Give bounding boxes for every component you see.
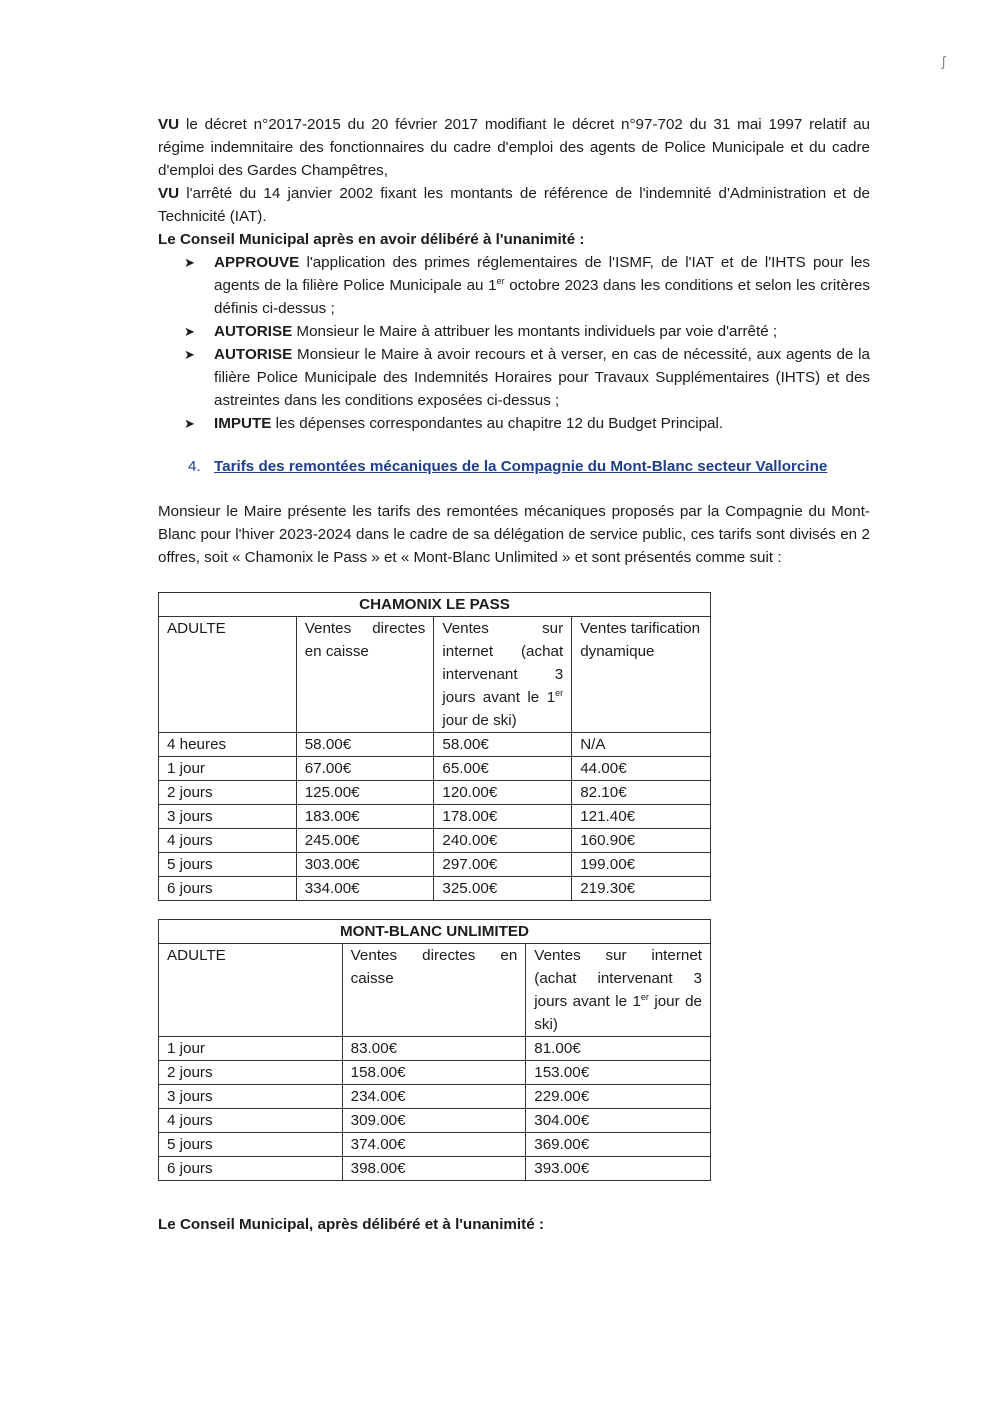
column-header: ADULTE xyxy=(159,944,343,1037)
table-row xyxy=(159,805,711,829)
arrow-bullet-icon: ➤ xyxy=(184,255,195,270)
decision-text: Monsieur le Maire à avoir recours et à verser, en cas de nécessité, aux agents de la filière Police Municipale des Indemnités Horaires pour Travaux Supplémentaires (IHTS) et des astreintes dans les conditions exposées ci-dessus ; xyxy=(214,346,870,409)
decision-list xyxy=(158,251,870,435)
table-row xyxy=(159,853,711,877)
column-header-text: jour de ski) xyxy=(534,993,702,1033)
table-cell: 1 jour xyxy=(159,757,297,781)
column-header-text: Ventes sur internet (achat intervenant 3 jours avant le 1 xyxy=(442,620,564,706)
table-cell: 303.00€ xyxy=(296,853,434,877)
decision-verb: IMPUTE xyxy=(214,415,272,432)
table-cell: 81.00€ xyxy=(526,1037,711,1061)
table-cell: 3 jours xyxy=(159,805,297,829)
table-cell: 297.00€ xyxy=(434,853,572,877)
table-cell: 2 jours xyxy=(159,781,297,805)
decision-verb: AUTORISE xyxy=(214,346,293,363)
paragraph-vu-arrete xyxy=(158,182,870,228)
table-cell: 83.00€ xyxy=(342,1037,526,1061)
table-cell: 199.00€ xyxy=(572,853,711,877)
vu-lead: VU xyxy=(158,116,180,133)
table-cell: 234.00€ xyxy=(342,1085,526,1109)
table-cell: 1 jour xyxy=(159,1037,343,1061)
table-cell: 325.00€ xyxy=(434,877,572,901)
list-item xyxy=(158,251,870,320)
table-cell: 6 jours xyxy=(159,877,297,901)
table-cell: 44.00€ xyxy=(572,757,711,781)
table-cell: 183.00€ xyxy=(296,805,434,829)
superscript: er xyxy=(640,991,649,1002)
table-cell: 219.30€ xyxy=(572,877,711,901)
table-cell: 369.00€ xyxy=(526,1133,711,1157)
vu-text: l'arrêté du 14 janvier 2002 fixant les montants de référence de l'indemnité d'Administration et de Technicité (IAT). xyxy=(158,185,870,225)
arrow-bullet-icon: ➤ xyxy=(184,324,195,339)
table-chamonix-le-pass xyxy=(158,592,711,901)
table-row xyxy=(159,781,711,805)
table-cell: 4 jours xyxy=(159,829,297,853)
decision-text: octobre 2023 dans les conditions et selon les critères définis ci-dessus ; xyxy=(214,277,870,317)
table-cell: 160.90€ xyxy=(572,829,711,853)
table-cell: 58.00€ xyxy=(434,733,572,757)
section-title: Tarifs des remontées mécaniques de la Compagnie du Mont-Blanc secteur Vallorcine xyxy=(214,458,828,475)
table-cell: 58.00€ xyxy=(296,733,434,757)
table-row xyxy=(159,733,711,757)
table-row xyxy=(159,1109,711,1133)
table-cell: 240.00€ xyxy=(434,829,572,853)
table-caption: CHAMONIX LE PASS xyxy=(159,593,711,617)
table-cell: 309.00€ xyxy=(342,1109,526,1133)
table-row xyxy=(159,1061,711,1085)
decision-text: Monsieur le Maire à attribuer les montants individuels par voie d'arrêté ; xyxy=(292,323,778,340)
table-caption: MONT-BLANC UNLIMITED xyxy=(159,920,711,944)
table-row xyxy=(159,1037,711,1061)
table-row xyxy=(159,1085,711,1109)
section-intro: Monsieur le Maire présente les tarifs des remontées mécaniques proposés par la Compagnie du Mont-Blanc pour l'hiver 2023-2024 dans le cadre de sa délégation de service public, ces tarifs sont divisés en 2 offres, soit « Chamonix le Pass » et « Mont-Blanc Unlimited » et sont présentés comme suit : xyxy=(158,503,870,566)
table-cell: 158.00€ xyxy=(342,1061,526,1085)
table-cell: 178.00€ xyxy=(434,805,572,829)
table-cell: 4 jours xyxy=(159,1109,343,1133)
table-cell: 125.00€ xyxy=(296,781,434,805)
table-mont-blanc-unlimited xyxy=(158,919,711,1181)
decision-text: l'application des primes réglementaires de l'ISMF, de l'IAT et de l'IHTS pour les agents de la filière Police Municipale au 1 xyxy=(214,254,870,294)
column-header xyxy=(526,944,711,1037)
arrow-bullet-icon: ➤ xyxy=(184,347,195,362)
council-deliberation-text: Le Conseil Municipal après en avoir délibéré à l'unanimité : xyxy=(158,231,585,248)
closing-statement: Le Conseil Municipal, après délibéré et à l'unanimité : xyxy=(158,1216,544,1233)
table-cell: 120.00€ xyxy=(434,781,572,805)
arrow-bullet-icon: ➤ xyxy=(184,416,195,431)
table-cell: 3 jours xyxy=(159,1085,343,1109)
paragraph-vu-decree xyxy=(158,113,870,182)
decision-verb: APPROUVE xyxy=(214,254,300,271)
column-header: ADULTE xyxy=(159,617,297,733)
table-cell: 229.00€ xyxy=(526,1085,711,1109)
table-row xyxy=(159,1133,711,1157)
section-number: 4. xyxy=(188,458,201,475)
vu-text: le décret n°2017-2015 du 20 février 2017 modifiant le décret n°97-702 du 31 mai 1997 relatif au régime indemnitaire des fonctionnaires du cadre d'emploi des agents de Police Municipale et du cadre d'emploi des Gardes Champêtres, xyxy=(158,116,870,179)
table-cell: 5 jours xyxy=(159,853,297,877)
table-cell: 153.00€ xyxy=(526,1061,711,1085)
table-row xyxy=(159,757,711,781)
column-header: Ventes directes en caisse xyxy=(296,617,434,733)
table-cell: 121.40€ xyxy=(572,805,711,829)
table-cell: 304.00€ xyxy=(526,1109,711,1133)
table-cell: 65.00€ xyxy=(434,757,572,781)
column-header-text: jour de ski) xyxy=(442,712,517,729)
decision-verb: AUTORISE xyxy=(214,323,293,340)
table-row xyxy=(159,829,711,853)
table-cell: 6 jours xyxy=(159,1157,343,1181)
table-cell: 334.00€ xyxy=(296,877,434,901)
table-cell: 5 jours xyxy=(159,1133,343,1157)
list-item xyxy=(158,320,870,343)
document-page xyxy=(158,113,870,1236)
superscript: er xyxy=(496,275,505,286)
column-header: Ventes directes en caisse xyxy=(342,944,526,1037)
table-cell: N/A xyxy=(572,733,711,757)
table-cell: 4 heures xyxy=(159,733,297,757)
table-cell: 245.00€ xyxy=(296,829,434,853)
council-deliberation xyxy=(158,228,870,251)
column-header-text: Ventes sur internet (achat intervenant 3 jours avant le 1 xyxy=(534,947,702,1010)
superscript: er xyxy=(555,687,564,698)
decision-text: les dépenses correspondantes au chapitre 12 du Budget Principal. xyxy=(271,415,724,432)
table-row xyxy=(159,1157,711,1181)
list-item xyxy=(158,343,870,412)
table-cell: 82.10€ xyxy=(572,781,711,805)
vu-lead: VU xyxy=(158,185,180,202)
margin-mark: ʃ xyxy=(942,53,946,69)
table-row xyxy=(159,877,711,901)
table-cell: 2 jours xyxy=(159,1061,343,1085)
section-heading xyxy=(158,455,870,478)
column-header xyxy=(434,617,572,733)
column-header: Ventes tarification dynamique xyxy=(572,617,711,733)
table-cell: 67.00€ xyxy=(296,757,434,781)
table-cell: 374.00€ xyxy=(342,1133,526,1157)
table-cell: 393.00€ xyxy=(526,1157,711,1181)
list-item xyxy=(158,412,870,435)
table-cell: 398.00€ xyxy=(342,1157,526,1181)
